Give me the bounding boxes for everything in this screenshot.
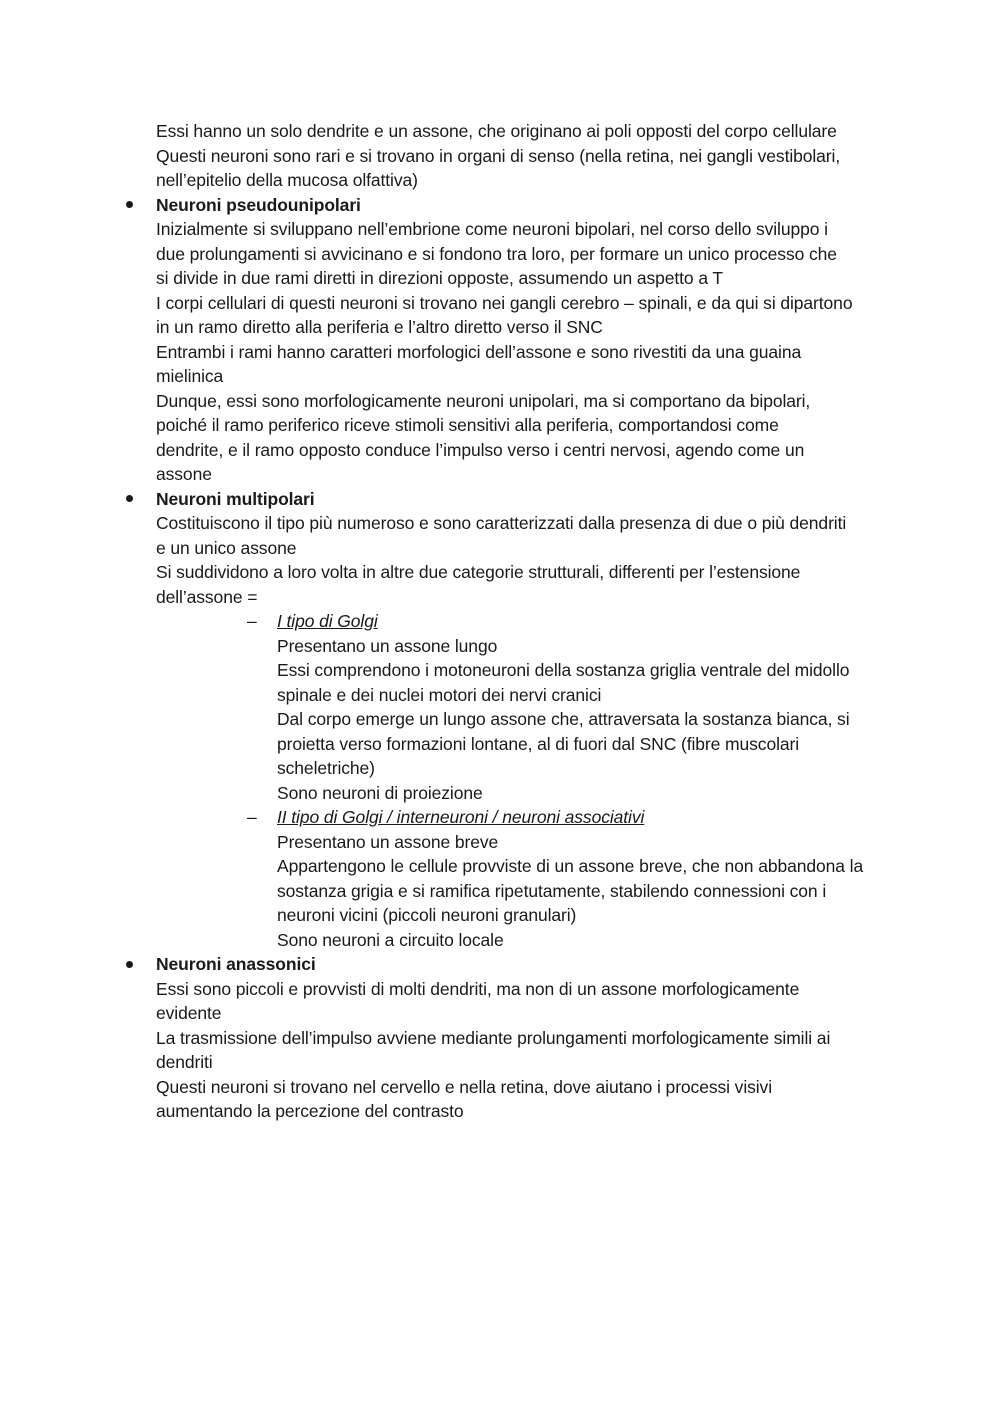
text-line: Essi hanno un solo dendrite e un assone, che originano ai poli opposti del corpo cellulare [156, 121, 837, 141]
text-line: Presentano un assone breve [277, 831, 499, 852]
text-line: poiché il ramo periferico riceve stimoli sensitivi alla periferia, comportandosi come [156, 415, 779, 435]
text-line: assone [156, 464, 212, 484]
text-line: proietta verso formazioni lontane, al di fuori dal SNC (fibre muscolari [277, 733, 800, 754]
text-line: Questi neuroni si trovano nel cervello e nella retina, dove aiutano i processi visivi [156, 1076, 772, 1097]
text-line: neuroni vicini (piccoli neuroni granulari) [277, 905, 577, 925]
text-line: Si suddividono a loro volta in altre due categorie strutturali, differenti per l’estensione [156, 562, 801, 582]
dash-icon: – [247, 611, 257, 631]
text-line: Sono neuroni di proiezione [277, 782, 483, 803]
text-line: Inizialmente si sviluppano nell’embrione come neuroni bipolari, nel corso dello sviluppo i [156, 219, 828, 239]
text-line: La trasmissione dell’impulso avviene mediante prolungamenti morfologicamente simili ai [156, 1027, 831, 1048]
text-line: in un ramo diretto alla periferia e l’altro diretto verso il SNC [156, 317, 603, 337]
section-heading: Neuroni anassonici [156, 954, 316, 974]
text-line: I corpi cellulari di questi neuroni si trovano nei gangli cerebro – spinali, e da qui si dipartono [156, 292, 853, 313]
text-line: Appartengono le cellule provviste di un assone breve, che non abbandona la [277, 856, 864, 876]
text-line: Dunque, essi sono morfologicamente neuroni unipolari, ma si comportano da bipolari, [156, 390, 811, 411]
bullet-icon [124, 487, 134, 512]
text-line: Dal corpo emerge un lungo assone che, attraversata la sostanza bianca, si [277, 709, 850, 729]
bullet-icon [124, 952, 134, 977]
text-line: due prolungamenti si avvicinano e si fondono tra loro, per formare un unico processo che [156, 243, 837, 264]
text-line: si divide in due rami diretti in direzioni opposte, assumendo un aspetto a T [156, 268, 723, 288]
text-line: Essi comprendono i motoneuroni della sostanza griglia ventrale del midollo [277, 660, 850, 680]
text-line: Presentano un assone lungo [277, 635, 498, 656]
section-anassonici [156, 952, 916, 1124]
subsection-golgi-1 [247, 609, 916, 805]
text-line: evidente [156, 1003, 222, 1023]
text-line: mielinica [156, 366, 224, 386]
text-line: scheletriche) [277, 758, 375, 778]
text-line: e un unico assone [156, 537, 297, 558]
text-line: Entrambi i rami hanno caratteri morfologici dell’assone e sono rivestiti da una guaina [156, 341, 802, 362]
subsection-heading: II tipo di Golgi / interneuroni / neuroni associativi [277, 807, 645, 827]
text-line: Costituiscono il tipo più numeroso e sono caratterizzati dalla presenza di due o più dendriti [156, 513, 847, 533]
text-line: dendrite, e il ramo opposto conduce l’impulso verso i centri nervosi, agendo come un [156, 439, 805, 460]
text-line: Questi neuroni sono rari e si trovano in organi di senso (nella retina, nei gangli vestibolari, [156, 145, 841, 166]
bullet-icon [124, 193, 134, 218]
section-pseudounipolari [156, 193, 916, 487]
dash-icon: – [247, 807, 257, 827]
text-line: Essi sono piccoli e provvisti di molti dendriti, ma non di un assone morfologicamente [156, 978, 800, 999]
text-line: aumentando la percezione del contrasto [156, 1101, 464, 1121]
intro-paragraph [156, 119, 916, 193]
text-line: spinale e dei nuclei motori dei nervi cranici [277, 684, 602, 705]
section-multipolari [156, 487, 916, 953]
section-heading: Neuroni multipolari [156, 488, 315, 509]
document-body [156, 119, 916, 1124]
text-line: dell’assone = [156, 586, 258, 607]
text-line: Sono neuroni a circuito locale [277, 929, 504, 950]
subsection-heading: I tipo di Golgi [277, 611, 378, 631]
section-heading: Neuroni pseudounipolari [156, 194, 361, 215]
subsection-golgi-2 [247, 805, 916, 952]
text-line: nell’epitelio della mucosa olfattiva) [156, 170, 418, 190]
text-line: dendriti [156, 1052, 213, 1072]
text-line: sostanza grigia e si ramifica ripetutamente, stabilendo connessioni con i [277, 880, 827, 901]
